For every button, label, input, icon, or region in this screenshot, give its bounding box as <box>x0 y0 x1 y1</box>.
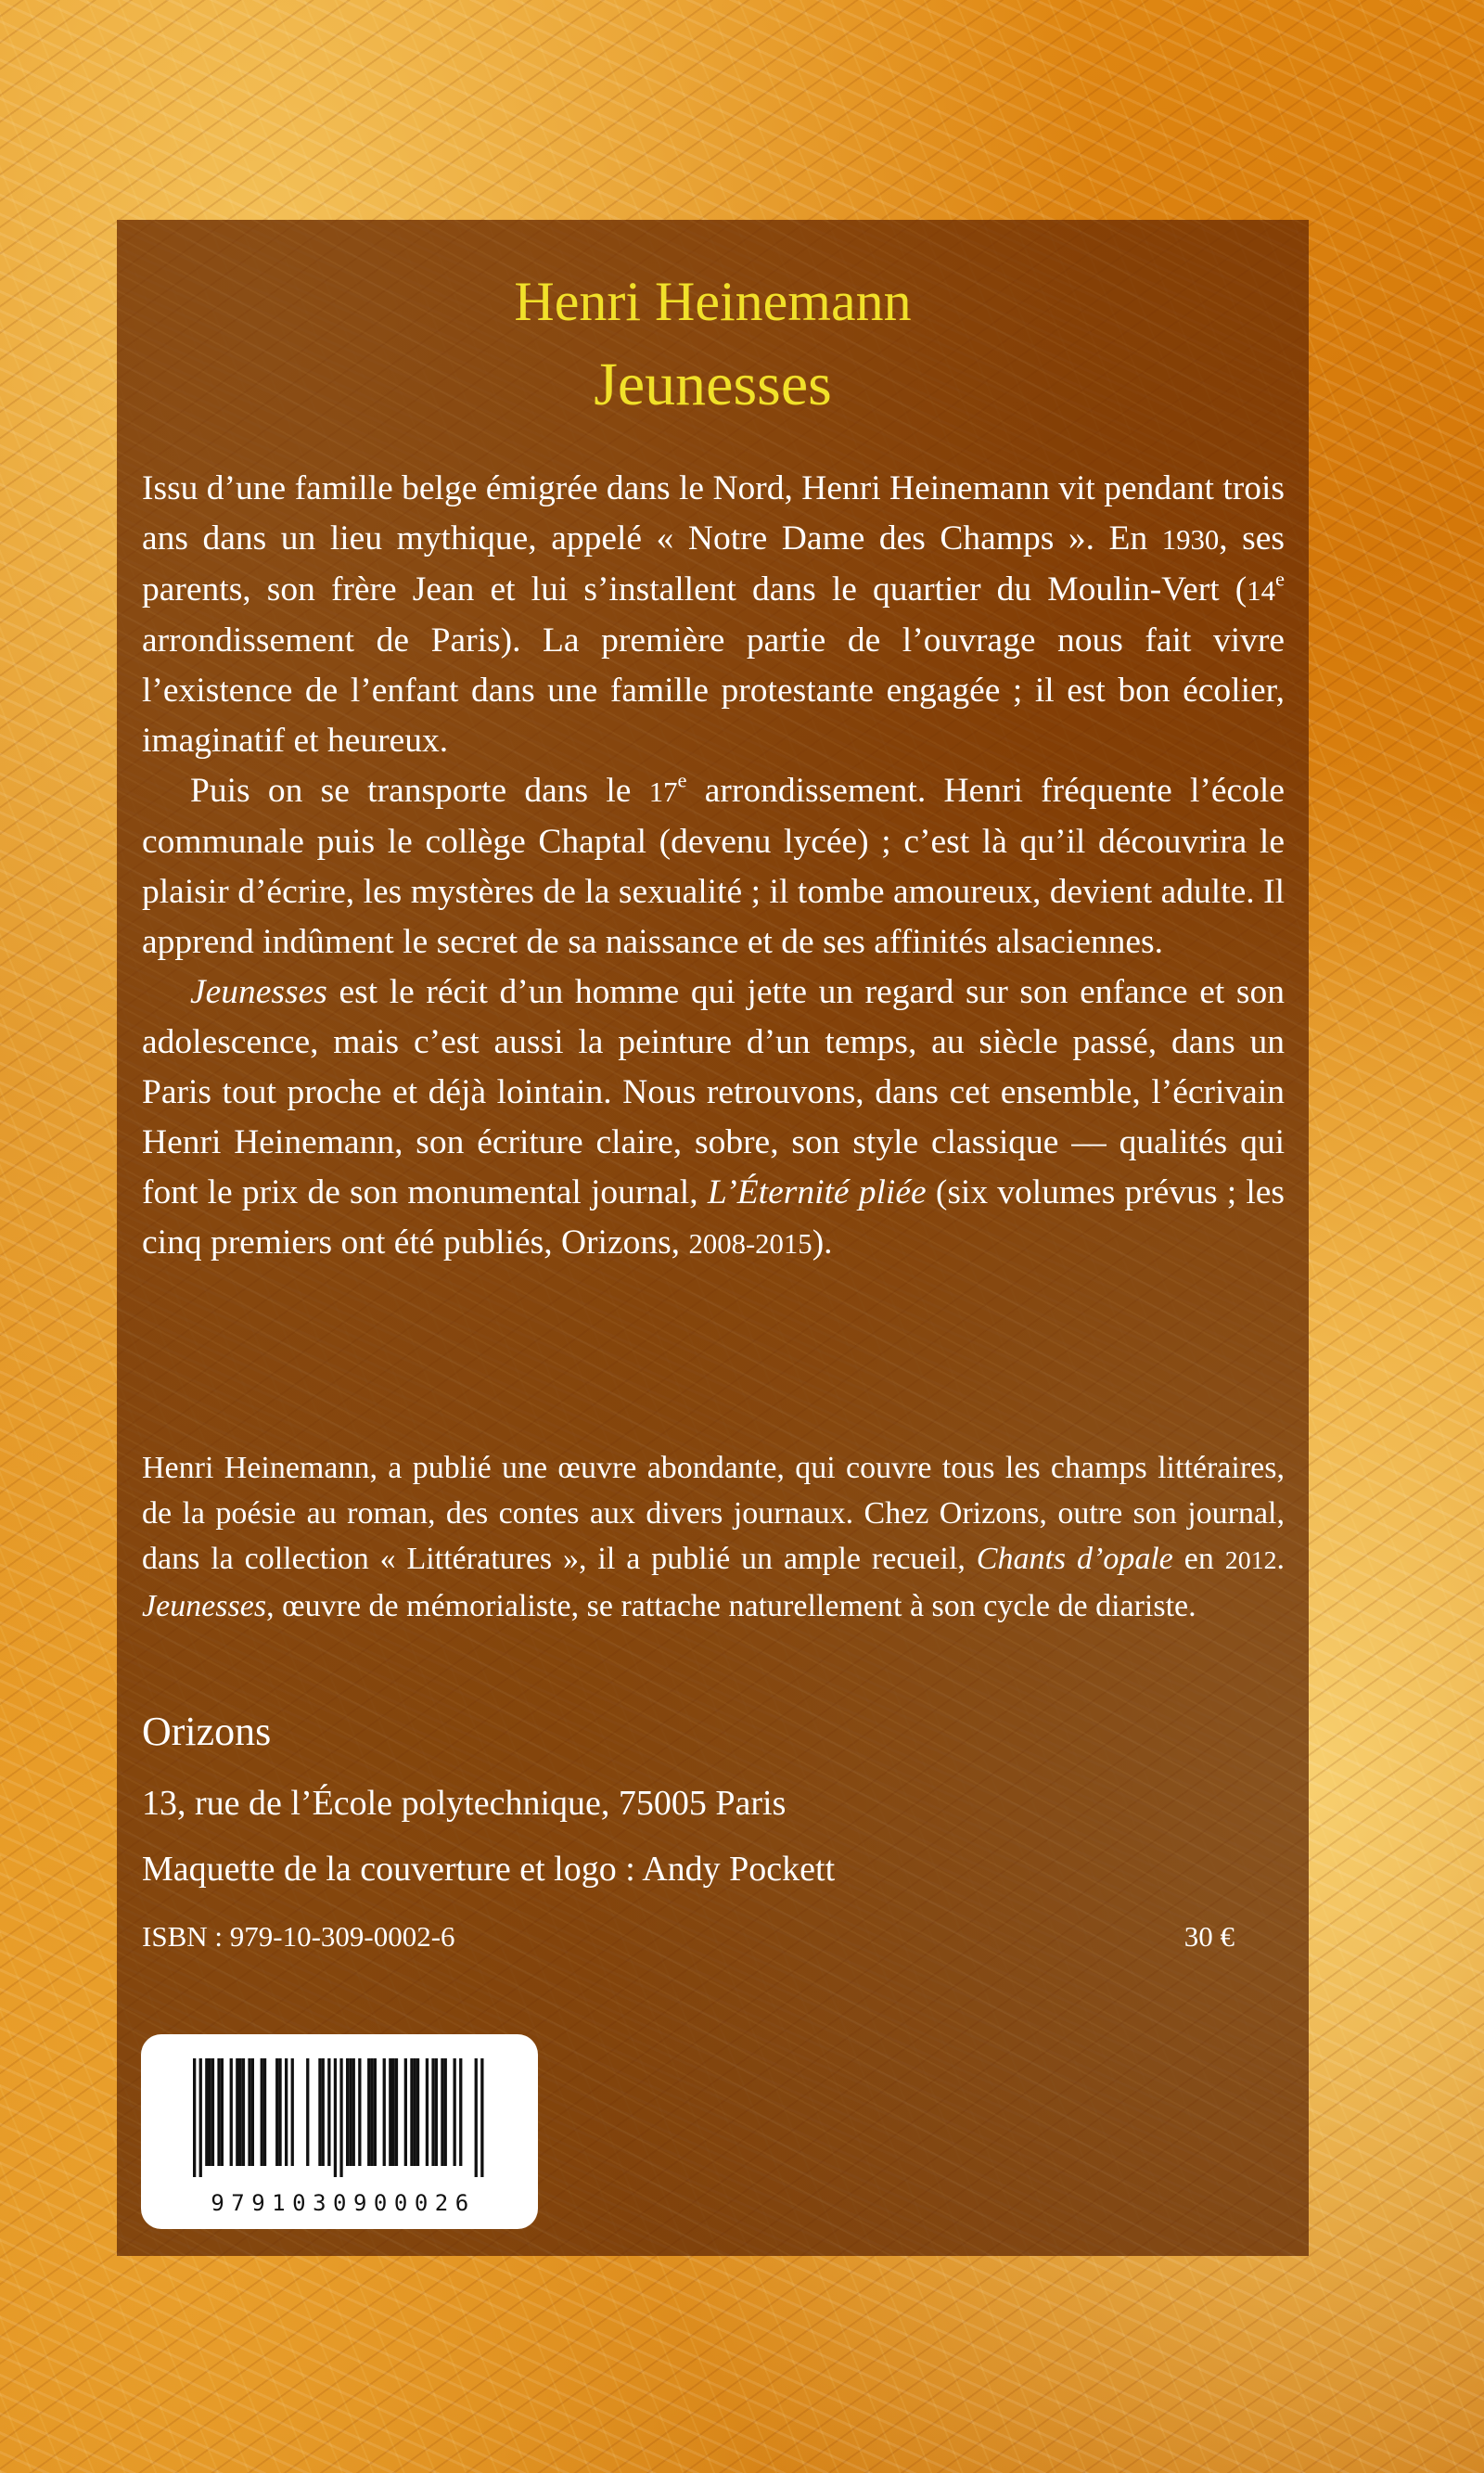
ordinal-suffix: e <box>677 768 687 792</box>
blurb-paragraph-3 <box>142 967 1285 1269</box>
barcode-bar <box>346 2058 349 2166</box>
blurb-text: (six volumes prévus ; les cinq premiers ont été publiés, Orizons, <box>142 1173 1286 1262</box>
barcode-bar <box>352 2058 355 2166</box>
barcode-bar <box>475 2058 478 2177</box>
bio-text: . <box>1276 1542 1286 1576</box>
bio-text: Henri Heinemann, a publié une œuvre abondante, qui couvre tous les champs littéraires, de la poésie au roman, des contes aux divers journaux. Chez Orizons, outre son journal, dans la collection « Littératures », il a publié un ample recueil, <box>142 1451 1285 1576</box>
barcode-bar <box>367 2058 370 2166</box>
author-bio <box>142 1445 1285 1629</box>
barcode-bar <box>230 2058 233 2166</box>
barcode-bar <box>339 2058 342 2177</box>
blurb-text: arrondissement. Henri fréquente l’école communale puis le collège Chaptal (devenu lycée) ; c’est là qu’il découvrira le plaisir d’écrire, les mystères de la sexualité ; il tombe amoureux, devient adulte. Il apprend indûment le secret de sa naissance et de ses affinités alsaciennes. <box>142 772 1285 961</box>
book-title: Jeunesses <box>594 351 832 418</box>
barcode-bar <box>306 2058 309 2166</box>
barcode-bar <box>426 2058 429 2166</box>
barcode-bar <box>275 2058 278 2166</box>
title-italic: Jeunesses <box>190 973 327 1011</box>
barcode-bar <box>410 2058 413 2166</box>
year-range: 2008-2015 <box>688 1228 812 1260</box>
barcode-bar <box>318 2058 321 2166</box>
back-cover-panel <box>117 220 1309 2256</box>
book-title-italic: Chants d’opale <box>976 1542 1173 1576</box>
barcode-bar <box>217 2058 220 2166</box>
barcode-bar <box>239 2058 242 2166</box>
blurb-text: Issu d’une famille belge émigrée dans le Nord, Henri Heinemann vit pendant trois ans dans un lieu mythique, appelé « Notre Dame des Champs ». En <box>142 469 1285 557</box>
bio-text: , œuvre de mémorialiste, se rattache naturellement à son cycle de diariste. <box>266 1589 1196 1623</box>
barcode-bar <box>389 2058 391 2166</box>
barcode-bar <box>392 2058 395 2166</box>
barcode-bar <box>193 2058 196 2177</box>
blurb-paragraph-2 <box>142 766 1285 967</box>
bio-paragraph <box>142 1445 1285 1629</box>
barcode-bar <box>414 2058 416 2166</box>
title-italic: Jeunesses <box>142 1589 267 1623</box>
barcode-bar <box>370 2058 373 2166</box>
blurb-paragraph-1 <box>142 464 1285 766</box>
barcode-bar <box>358 2058 361 2166</box>
barcode-bar <box>454 2058 456 2166</box>
blurb <box>142 464 1285 1269</box>
ordinal-suffix: e <box>1275 567 1285 591</box>
barcode-bar <box>435 2058 438 2166</box>
barcode-bar <box>404 2058 407 2166</box>
barcode-label <box>141 2034 538 2229</box>
barcode-bar <box>291 2058 294 2166</box>
barcode-bar <box>263 2058 266 2166</box>
barcode-bar <box>209 2058 211 2166</box>
barcode-digits: 9791030900026 <box>211 2190 476 2216</box>
journal-title-italic: L’Éternité pliée <box>707 1173 927 1211</box>
barcode-bar <box>480 2058 483 2177</box>
barcode-bar <box>211 2058 214 2166</box>
barcode-bar <box>205 2058 208 2166</box>
barcode-bar <box>285 2058 288 2166</box>
cover-credits: Maquette de la couverture et logo : Andy Pockett <box>142 1850 836 1889</box>
publisher-name: Orizons <box>142 1709 272 1754</box>
blurb-text: arrondissement de Paris). La première partie de l’ouvrage nous fait vivre l’existence de l’enfant dans une famille protestante engagée ; il est bon écolier, imaginatif et heureux. <box>142 621 1285 760</box>
blurb-text: est le récit d’un homme qui jette un regard sur son enfance et son adolescence, mais c’est aussi la peinture d’un temps, au siècle passé, dans un Paris tout proche et déjà lointain. Nous retrouvons, dans cet ensemble, l’écrivain Henri Heinemann, son écriture claire, sobre, son style classique — qualités qui font le prix de son monumental journal, <box>142 973 1285 1211</box>
blurb-text: , ses parents, son frère Jean et lui s’installent dans le quartier du Moulin-Vert ( <box>142 519 1285 609</box>
blurb-text: ). <box>812 1224 833 1262</box>
barcode-bar <box>459 2058 462 2166</box>
publisher-address: 13, rue de l’École polytechnique, 75005 Paris <box>142 1784 787 1823</box>
barcode-bar <box>349 2058 352 2166</box>
barcode-bar <box>395 2058 398 2166</box>
ordinal-number: 17 <box>648 776 678 808</box>
ordinal-number: 14 <box>1247 575 1275 607</box>
barcode-bar <box>374 2058 377 2166</box>
barcode-bar <box>236 2058 238 2166</box>
barcode-bar <box>251 2058 254 2166</box>
author-name: Henri Heinemann <box>514 271 912 332</box>
year: 1930 <box>1161 524 1220 556</box>
barcode-bar <box>383 2058 386 2166</box>
barcode-bar <box>334 2058 337 2177</box>
barcode-bar <box>278 2058 281 2166</box>
barcode-bar <box>441 2058 443 2166</box>
barcode-bar <box>431 2058 434 2166</box>
barcode-bar <box>261 2058 263 2166</box>
barcode-bar <box>199 2058 202 2177</box>
barcode-bar <box>416 2058 419 2166</box>
barcode-bar <box>322 2058 325 2166</box>
year: 2012 <box>1224 1546 1277 1575</box>
isbn: ISBN : 979-10-309-0002-6 <box>142 1920 455 1953</box>
bio-text: en <box>1172 1542 1225 1576</box>
barcode-icon <box>141 2034 538 2192</box>
blurb-text: Puis on se transporte dans le <box>190 772 649 810</box>
barcode-bar <box>242 2058 245 2166</box>
barcode-bar <box>327 2058 330 2166</box>
price: 30 € <box>1183 1920 1235 1953</box>
barcode-bar <box>221 2058 224 2166</box>
barcode-bar <box>248 2058 250 2166</box>
barcode-bar <box>444 2058 447 2166</box>
